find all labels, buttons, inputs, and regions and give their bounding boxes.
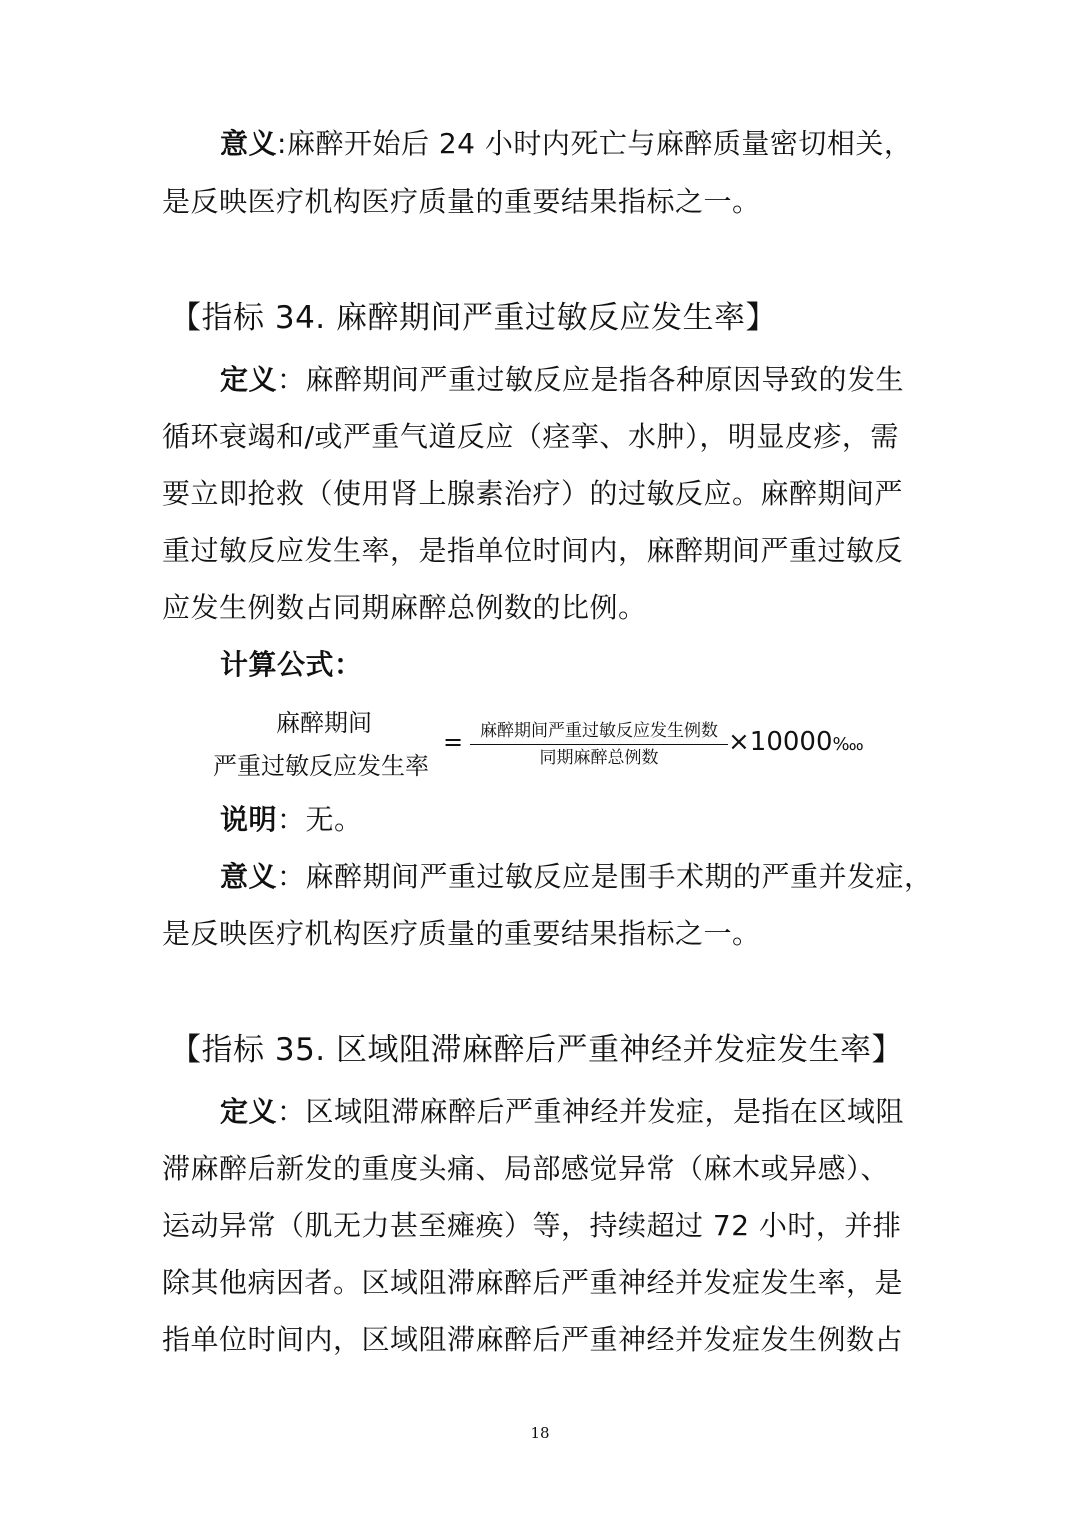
- formula-numerator: 麻醉期间严重过敏反应发生例数: [480, 721, 718, 741]
- note-separator: ：: [277, 803, 306, 836]
- definition-35-line1: 区域阻滞麻醉后严重神经并发症，是指在区域阻: [305, 1095, 905, 1128]
- definition-35-line3: 运动异常（肌无力甚至瘫痪）等，持续超过 72 小时，并排: [162, 1209, 902, 1242]
- meaning-text-line2: 是反映医疗机构医疗质量的重要结果指标之一。: [162, 185, 761, 218]
- formula-heading: [220, 645, 363, 685]
- indicator-35-heading: 【指标 35. 区域阻滞麻醉后严重神经并发症发生率】: [170, 1032, 904, 1068]
- meaning-text-line1: 麻醉开始后 24 小时内死亡与麻醉质量密切相关，: [286, 127, 913, 160]
- note-text: 无。: [305, 803, 363, 836]
- definition-line3: 要立即抢救（使用肾上腺素治疗）的过敏反应。麻醉期间严: [162, 477, 904, 510]
- definition-35-paragraph: [220, 1092, 904, 1132]
- note-label: 说明: [220, 803, 278, 836]
- page-number: 18: [530, 1424, 550, 1442]
- meaning-34-label: 意义: [220, 860, 278, 893]
- meaning-paragraph: [220, 124, 912, 164]
- definition-line2: 循环衰竭和/或严重气道反应（痉挛、水肿），明显皮疹，需: [162, 420, 899, 453]
- meaning-34-line1: 麻醉期间严重过敏反应是围手术期的严重并发症，: [305, 860, 933, 893]
- formula-fraction: [470, 720, 728, 769]
- indicator-34-heading: 【指标 34. 麻醉期间严重过敏反应发生率】: [170, 300, 778, 336]
- note-paragraph: [220, 800, 363, 840]
- definition-line5: 应发生例数占同期麻醉总例数的比例。: [162, 591, 647, 624]
- definition-35-label: 定义: [220, 1095, 278, 1128]
- definition-label: 定义: [220, 363, 278, 396]
- meaning-label: 意义: [220, 127, 278, 160]
- definition-35-separator: ：: [277, 1095, 306, 1128]
- formula-left-line2: 严重过敏反应发生率: [213, 752, 429, 780]
- formula-multiplier-value: ×10000: [728, 727, 833, 757]
- definition-35-line2: 滞麻醉后新发的重度头痛、局部感觉异常（麻木或异感）、: [162, 1152, 890, 1185]
- definition-line4: 重过敏反应发生率，是指单位时间内，麻醉期间严重过敏反: [162, 534, 904, 567]
- formula-unit: ‱: [832, 734, 864, 755]
- definition-35-line5: 指单位时间内，区域阻滞麻醉后严重神经并发症发生例数占: [162, 1323, 904, 1356]
- formula-denominator: 同期麻醉总例数: [539, 748, 659, 768]
- meaning-separator: :: [277, 127, 287, 160]
- definition-line1: 麻醉期间严重过敏反应是指各种原因导致的发生: [305, 363, 905, 396]
- meaning-34-paragraph: [220, 857, 933, 897]
- formula-equals-sign: =: [443, 728, 464, 756]
- formula-label: 计算公式: [220, 648, 335, 681]
- formula-left-line1: 麻醉期间: [276, 709, 372, 737]
- definition-35-line4: 除其他病因者。区域阻滞麻醉后严重神经并发症发生率，是: [162, 1266, 904, 1299]
- meaning-34-line2: 是反映医疗机构医疗质量的重要结果指标之一。: [162, 917, 761, 950]
- formula-multiplier: [728, 726, 864, 761]
- definition-separator: ：: [277, 363, 306, 396]
- meaning-34-separator: ：: [277, 860, 306, 893]
- formula-separator: ：: [334, 648, 363, 681]
- definition-paragraph: [220, 360, 904, 400]
